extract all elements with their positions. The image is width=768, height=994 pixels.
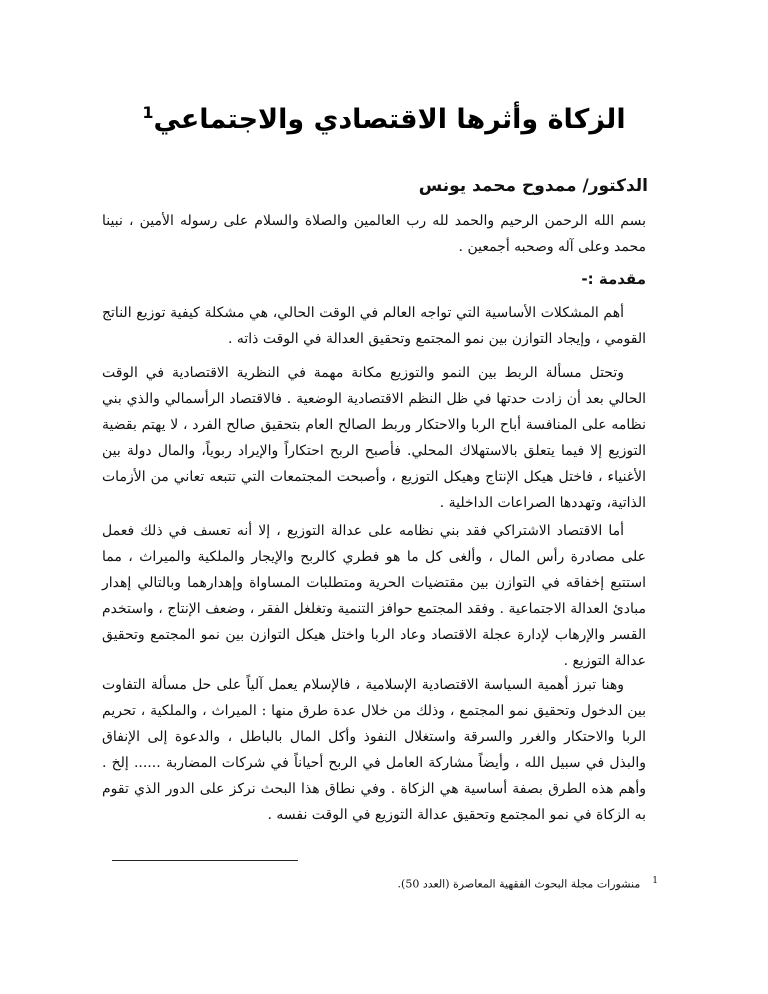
footnote-number: 1	[652, 876, 658, 886]
intro-heading: مقدمة :-	[581, 270, 646, 288]
paragraph-3: أما الاقتصاد الاشتراكي فقد بني نظامه على عدالة التوزيع ، إلا أنه تعسف في ذلك فعمل على مصادرة رأس المال ، وألغى كل ما هو فطري كالربح والإيجار والملكية والميراث ، مما استتبع إخفاقه في التوازن بين مقتضيات الحرية ومتطلبات المساواة وإهدارهما وبالتالي إهدار مبادئ العدالة الاجتماعية . وفقد المجتمع حوافز التنمية وتغلغل الفقر ، وضعف الإنتاج ، واستخدم القسر والإرهاب لإدارة عجلة الاقتصاد وعاد الربا واختل هيكل التوازن بين نمو المجتمع وتحقيق عدالة التوزيع .	[102, 523, 647, 669]
author-name: الدكتور/ ممدوح محمد يونس	[418, 176, 648, 196]
footnote-text: منشورات مجلة البحوث الفقهية المعاصرة (العدد 50).	[397, 877, 641, 891]
footnote-divider	[112, 860, 298, 861]
footnote	[398, 872, 658, 894]
paragraph-2: وتحتل مسألة الربط بين النمو والتوزيع مكانة مهمة في النظرية الاقتصادية في الوقت الحالي بعد أن زادت حدتها في ظل النظم الاقتصادية الوضعية . فالاقتصاد الرأسمالي والذي بني نظامه على المنافسة أباح الربا والاحتكار وربط الصالح العام بتحقيق صالح الفرد ، لا يهتم بقضية التوزيع إلا فيما يتعلق بالاستهلاك المحلي. فأصبح الربح احتكاراً والإيراد ربوياً، والمال دولة بين الأغنياء ، فاختل هيكل الإنتاج وهيكل التوزيع ، وأصبحت المجتمعات التي تتبعه تعاني من الأزمات الذاتية، وتهددها الصراعات الداخلية .	[102, 365, 646, 511]
paragraph-4: وهنا تبرز أهمية السياسة الاقتصادية الإسلامية ، فالإسلام يعمل آلياً على حل مسألة التفاوت بين الدخول وتحقيق نمو المجتمع ، وذلك من خلال عدة طرق منها : الميراث ، والملكية ، تحريم الربا والاحتكار والغرر والسرقة واستغلال النفوذ وأكل المال بالباطل ، والدعوة إلى الإنفاق والبذل في سبيل الله ، وأيضاً مشاركة العامل في الربح أحياناً في شركات المضاربة ...... إلخ . وأهم هذه الطرق بصفة أساسية هي الزكاة . وفي نطاق هذا البحث نركز على الدور الذي تقوم به الزكاة في نمو المجتمع وتحقيق عدالة التوزيع في الوقت نفسه .	[102, 677, 646, 823]
document-title	[120, 100, 648, 140]
paragraph-1: أهم المشكلات الأساسية التي تواجه العالم في الوقت الحالي، هي مشكلة كيفية توزيع الناتج القومي ، وإيجاد التوازن بين نمو المجتمع وتحقيق العدالة في الوقت ذاته .	[102, 305, 646, 347]
title-footnote-marker: 1	[142, 103, 154, 122]
title-text: الزكاة وأثرها الاقتصادي والاجتماعي	[153, 104, 626, 135]
basmala-paragraph: بسم الله الرحمن الرحيم والحمد لله رب العالمين والصلاة والسلام على رسوله الأمين ، نبينا محمد وعلى آله وصحبه أجمعين .	[102, 213, 646, 255]
